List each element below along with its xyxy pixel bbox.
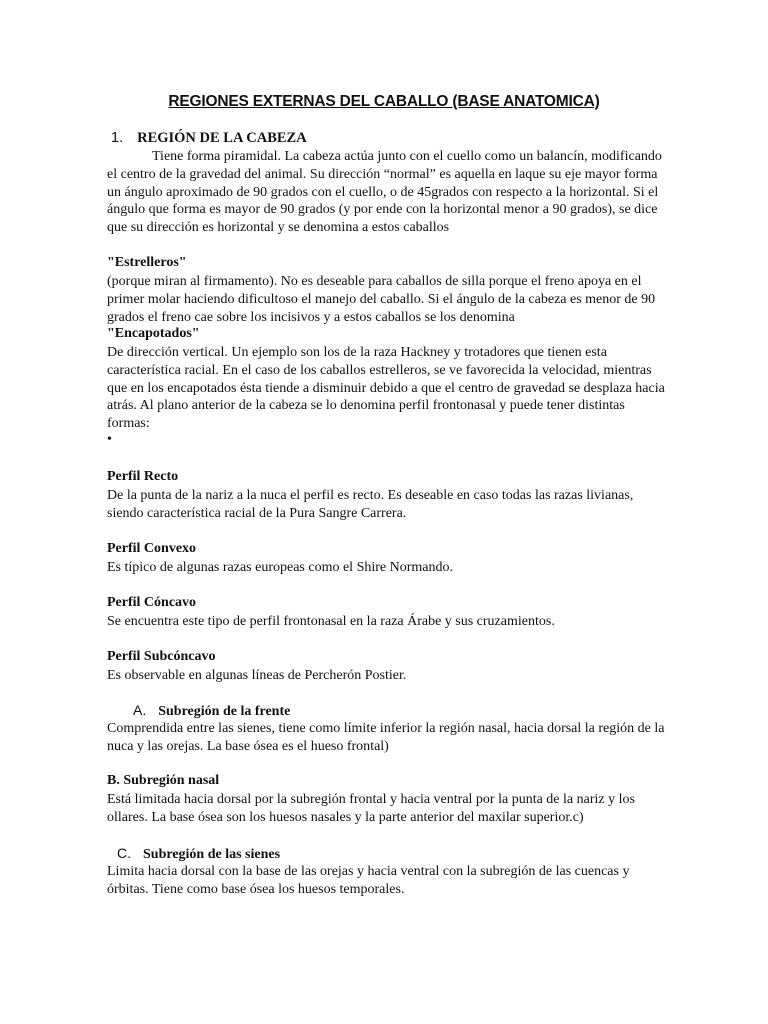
profile-text: De la punta de la nariz a la nuca el perfil es recto. Es deseable en caso todas las razas livianas, siendo característica racial de la Pura Sangre Carrera. (107, 488, 634, 521)
profile-text: Es típico de algunas razas europeas como el Shire Normando. (107, 560, 454, 575)
intro-text: Tiene forma piramidal. La cabeza actúa junto con el cuello como un balancín, modificando el centro de la gravedad del animal. Su dirección “normal” es aquella en laque su eje mayor forma un ángulo aproximado de 90 grados con el cuello, o de 45grados con respecto a la horizontal. Si el ángulo que forma es mayor de 90 grados (y por ende con la horizontal menor a 90 grados), se dice que su dirección es horizontal y se denomina a estos caballos (107, 149, 662, 236)
subregion-letter: C. (117, 845, 131, 861)
profile-term: Perfil Subcóncavo (107, 649, 216, 664)
intro-paragraph (107, 148, 667, 237)
subregion-heading (133, 702, 290, 720)
profile-text: Se encuentra este tipo de perfil frontonasal en la raza Árabe y sus cruzamientos. (107, 614, 555, 629)
subregion-title: B. Subregión nasal (107, 773, 220, 788)
section-number: 1. (111, 130, 124, 146)
subregion-text: Está limitada hacia dorsal por la subregión frontal y hacia ventral por la punta de la nariz y los ollares. La base ósea son los huesos nasales y la parte anterior del maxilar superior.c) (107, 792, 635, 825)
subregion-letter: A. (133, 702, 147, 718)
encapotados-term: "Encapotados" (107, 326, 200, 341)
encapotados-paragraph: De dirección vertical. Un ejemplo son los de la raza Hackney y trotadores que tienen esta característica racial. En el caso de los caballos estrelleros, se ve favorecida la velocidad, mientras que en los encapotados ésta tiende a disminuir debido a que el centro de gravedad se desplaza hacia atrás. Al plano anterior de la cabeza se lo denomina perfil frontonasal y puede tener distintas formas: (107, 345, 665, 432)
estrelleros-term: "Estrelleros" (107, 255, 187, 270)
estrelleros-paragraph: (porque miran al firmamento). No es deseable para caballos de silla porque el freno apoya en el primer molar haciendo dificultoso el manejo del caballo. Si el ángulo de la cabeza es menor de 90 grados el freno cae sobre los incisivos y a estos caballos se los denomina (107, 274, 656, 325)
profile-text: Es observable en algunas líneas de Percherón Postier. (107, 668, 407, 683)
subregion-heading (107, 773, 219, 789)
subregion-title: Subregión de la frente (158, 704, 291, 719)
subregion-text: Comprendida entre las sienes, tiene como límite inferior la región nasal, hacia dorsal la región de la nuca y las orejas. La base ósea es el hueso frontal) (107, 721, 665, 754)
document-title: REGIONES EXTERNAS DEL CABALLO (BASE ANATOMICA) (168, 93, 600, 110)
subregion-title: Subregión de las sienes (143, 847, 281, 862)
section-title: REGIÓN DE LA CABEZA (137, 130, 307, 146)
bullet: • (107, 432, 112, 447)
profile-term: Perfil Cóncavo (107, 595, 197, 610)
subregion-heading (117, 845, 280, 863)
section-heading (111, 130, 307, 147)
profile-term: Perfil Recto (107, 469, 179, 484)
profile-term: Perfil Convexo (107, 541, 197, 556)
subregion-text: Limita hacia dorsal con la base de las orejas y hacia ventral con la subregión de las cuencas y órbitas. Tiene como base ósea los huesos temporales. (107, 864, 630, 897)
